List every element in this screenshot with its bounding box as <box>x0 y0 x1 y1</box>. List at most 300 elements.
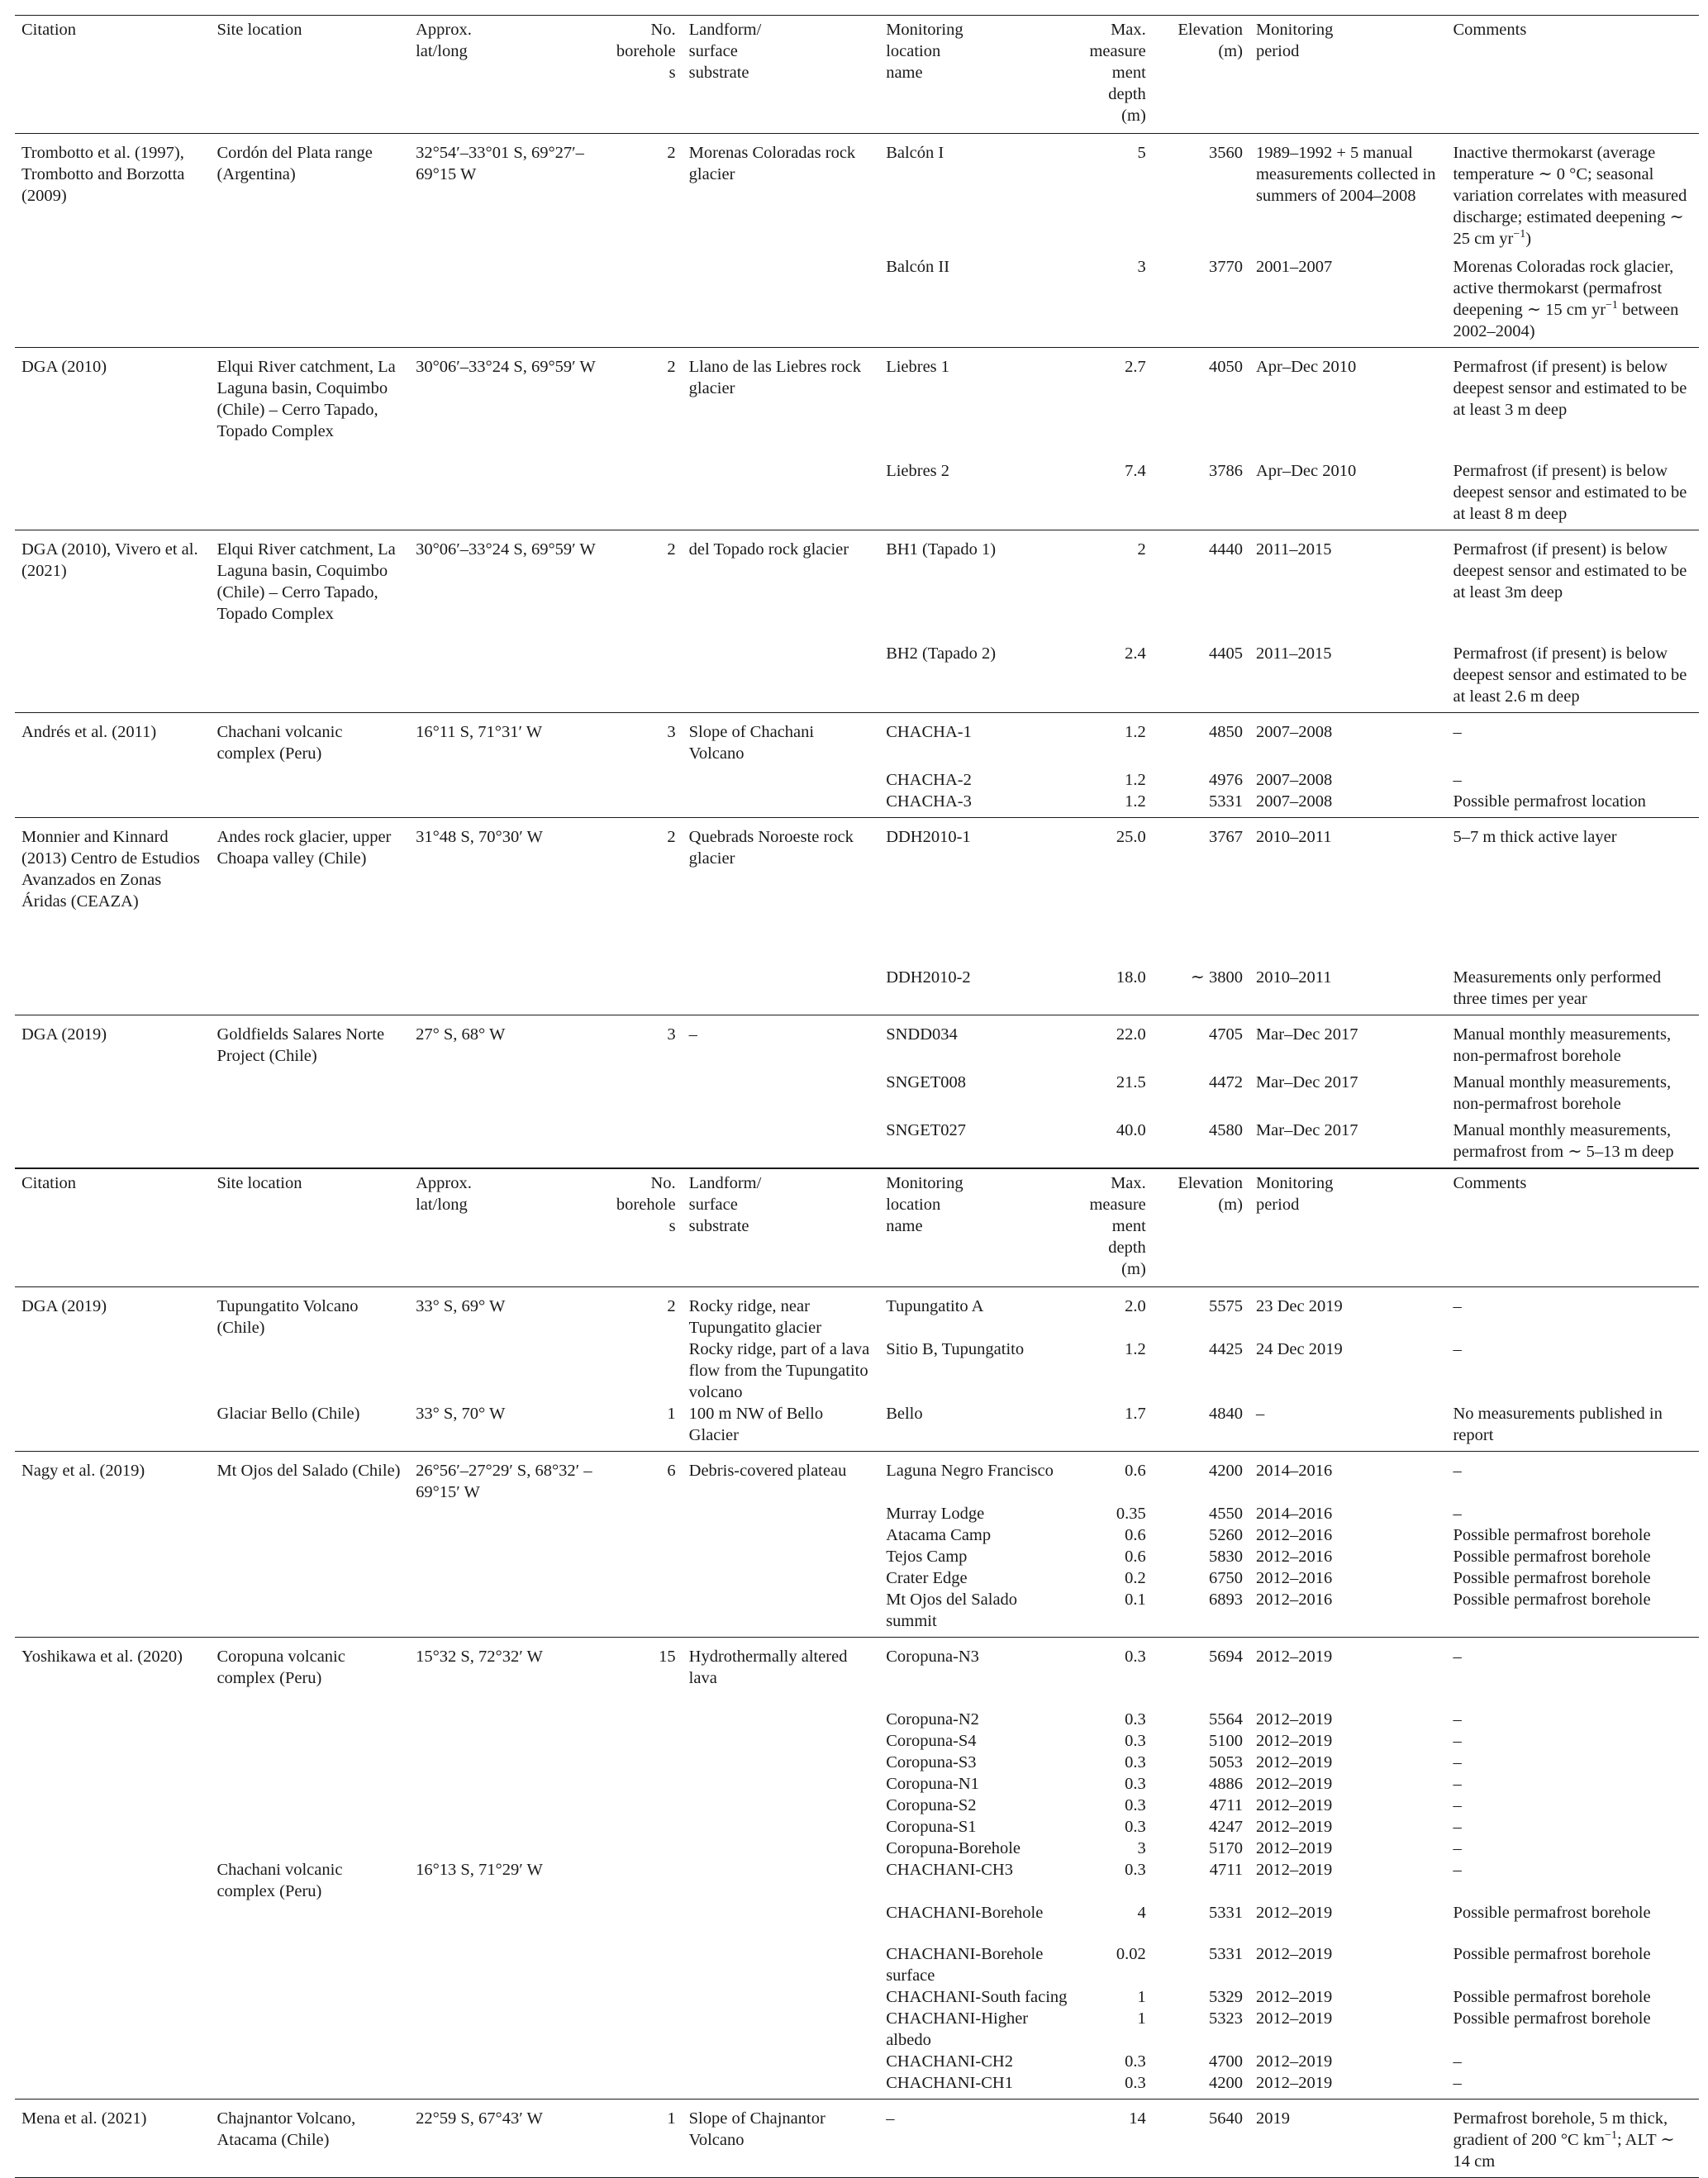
cell-site <box>210 2008 409 2051</box>
cell-citation <box>15 442 210 530</box>
cell-landform: 100 m NW of Bello Glacier <box>688 1405 824 1444</box>
cell-boreholes <box>607 442 683 530</box>
cell-boreholes: 2 <box>667 828 676 846</box>
cell-site <box>210 1115 409 1168</box>
cell-comments: – <box>1453 1297 1462 1315</box>
cell-boreholes <box>607 1795 683 1816</box>
cell-landform <box>683 764 880 791</box>
cell-period: 2012–2019 <box>1255 1753 1333 1771</box>
cell-site <box>210 1902 409 1924</box>
cell-landform <box>683 791 880 818</box>
cell-citation: DGA (2019) <box>21 1025 107 1044</box>
cell-latlong <box>409 1752 607 1773</box>
cell-landform <box>683 2008 880 2051</box>
cell-period: 2012–2016 <box>1255 1526 1333 1544</box>
table-row <box>15 1287 1699 1339</box>
cell-latlong <box>409 625 607 713</box>
column-header-boreholes: No. boreholes <box>616 21 676 82</box>
cell-boreholes <box>607 1902 683 1924</box>
cell-comments: Morenas Coloradas rock glacier, active thermokarst (permafrost deepening ∼ 15 cm $yr^{-1}$ between 2002–2004) <box>1453 258 1679 340</box>
cell-citation <box>15 764 210 791</box>
cell-period: 2012–2019 <box>1255 2009 1333 2028</box>
table-row <box>15 250 1699 348</box>
cell-latlong: 33° S, 70° W <box>416 1405 506 1423</box>
cell-elev: 5575 <box>1208 1297 1243 1315</box>
table-row <box>15 2072 1699 2100</box>
cell-period: Mar–Dec 2017 <box>1255 1025 1358 1044</box>
cell-citation <box>15 1924 210 1986</box>
cell-period: 1989–1992 + 5 manual measurements collected in summers of 2004–2008 <box>1255 144 1436 205</box>
table-row <box>15 2100 1699 2178</box>
cell-site <box>210 1067 409 1115</box>
cell-citation: Monnier and Kinnard (2013) Centro de Estudios Avanzados en Zonas Áridas (CEAZA) <box>21 828 200 911</box>
cell-elev: 6893 <box>1208 1591 1243 1609</box>
cell-landform <box>683 912 880 1015</box>
cell-boreholes <box>607 1589 683 1638</box>
cell-boreholes <box>607 1567 683 1589</box>
table-row <box>15 912 1699 1015</box>
cell-depth: 0.3 <box>1125 1648 1146 1666</box>
cell-depth: 0.6 <box>1125 1462 1146 1480</box>
cell-boreholes <box>607 1339 683 1403</box>
cell-depth: 1.2 <box>1125 1340 1146 1358</box>
cell-depth: 40.0 <box>1116 1121 1146 1139</box>
borehole-table-part-1 <box>15 15 1699 1168</box>
table-row <box>15 764 1699 791</box>
cell-latlong <box>409 2072 607 2100</box>
cell-site: Glaciar Bello (Chile) <box>216 1405 360 1423</box>
cell-citation <box>15 1403 210 1452</box>
cell-elev: 5331 <box>1208 1945 1243 1963</box>
cell-citation <box>15 1589 210 1638</box>
table-row <box>15 2008 1699 2051</box>
cell-comments: Possible permafrost borehole <box>1453 1945 1651 1963</box>
cell-elev: 4976 <box>1208 771 1243 789</box>
cell-citation <box>15 1524 210 1546</box>
cell-comments: – <box>1453 1505 1462 1523</box>
cell-comments: Permafrost borehole, 5 m thick, gradient of 200 °C $km^{-1}$; ALT ∼ 14 cm <box>1453 2109 1675 2171</box>
cell-depth: 0.3 <box>1125 2052 1146 2071</box>
table-row <box>15 1015 1699 1068</box>
cell-period: Mar–Dec 2017 <box>1255 1073 1358 1091</box>
cell-site <box>210 1689 409 1730</box>
cell-latlong: 30°06′–33°24 S, 69°59′ W <box>416 358 596 376</box>
cell-comments: – <box>1453 1818 1462 1836</box>
table-row <box>15 1752 1699 1773</box>
cell-boreholes: 3 <box>667 723 676 741</box>
cell-citation: DGA (2010) <box>21 358 107 376</box>
cell-location: Coropuna-N1 <box>886 1775 979 1793</box>
cell-citation <box>15 2072 210 2100</box>
cell-period: 2007–2008 <box>1255 792 1333 811</box>
cell-latlong <box>409 791 607 818</box>
borehole-table-part-2 <box>15 1168 1699 2178</box>
cell-landform <box>683 1795 880 1816</box>
header-row <box>15 1169 1699 1287</box>
cell-landform <box>683 250 880 348</box>
cell-depth: 0.3 <box>1125 1818 1146 1836</box>
cell-depth: 0.02 <box>1116 1945 1146 1963</box>
cell-location: Coropuna-S4 <box>886 1732 977 1750</box>
cell-landform <box>683 1986 880 2008</box>
cell-elev: 4711 <box>1209 1861 1243 1879</box>
cell-citation <box>15 2051 210 2072</box>
cell-latlong <box>409 250 607 348</box>
table-row <box>15 1067 1699 1115</box>
cell-site <box>210 1524 409 1546</box>
cell-comments: Permafrost (if present) is below deepest sensor and estimated to be at least 8 m deep <box>1453 462 1687 523</box>
cell-depth: 0.1 <box>1125 1591 1146 1609</box>
cell-landform <box>683 442 880 530</box>
cell-landform: Slope of Chachani Volcano <box>688 723 815 763</box>
cell-landform: Llano de las Liebres rock glacier <box>688 358 861 397</box>
cell-comments: – <box>1453 1710 1462 1729</box>
cell-comments: – <box>1453 1796 1462 1814</box>
cell-landform <box>683 1689 880 1730</box>
cell-depth: 0.3 <box>1125 1732 1146 1750</box>
cell-elev: 5331 <box>1208 792 1243 811</box>
cell-latlong: 33° S, 69° W <box>416 1297 506 1315</box>
cell-site <box>210 625 409 713</box>
cell-depth: 1 <box>1137 1988 1146 2006</box>
cell-elev: 5329 <box>1208 1988 1243 2006</box>
cell-elev: 4472 <box>1208 1073 1243 1091</box>
cell-site <box>210 1816 409 1838</box>
cell-comments: Permafrost (if present) is below deepest sensor and estimated to be at least 2.6 m deep <box>1453 644 1687 706</box>
cell-site: Coropuna volcanic complex (Peru) <box>216 1648 345 1687</box>
cell-elev: 4886 <box>1208 1775 1243 1793</box>
cell-comments: – <box>1453 2052 1462 2071</box>
cell-comments: – <box>1453 723 1462 741</box>
cell-comments: Inactive thermokarst (average temperature ∼ 0 °C; seasonal variation correlates with measured discharge; estimated deepening ∼ 25 cm $yr^{-1}$) <box>1453 144 1687 248</box>
cell-site <box>210 2072 409 2100</box>
cell-latlong <box>409 1902 607 1924</box>
cell-latlong: 15°32 S, 72°32′ W <box>416 1648 543 1666</box>
cell-boreholes: 2 <box>667 144 676 162</box>
cell-elev: 4705 <box>1208 1025 1243 1044</box>
cell-location: Balcón II <box>886 258 950 276</box>
cell-latlong <box>409 764 607 791</box>
cell-site: Mt Ojos del Salado (Chile) <box>216 1462 401 1480</box>
cell-comments: Possible permafrost borehole <box>1453 1526 1651 1544</box>
column-header-location: Monitoring location name <box>886 21 963 82</box>
cell-location: CHACHANI-South facing <box>886 1988 1068 2006</box>
table-row <box>15 2051 1699 2072</box>
cell-period: 2012–2016 <box>1255 1569 1333 1587</box>
cell-period: 2007–2008 <box>1255 771 1333 789</box>
cell-location: CHACHA-3 <box>886 792 972 811</box>
cell-citation <box>15 1546 210 1567</box>
cell-elev: 4850 <box>1208 723 1243 741</box>
cell-boreholes <box>607 1546 683 1567</box>
cell-latlong: 22°59 S, 67°43′ W <box>416 2109 543 2128</box>
table-row <box>15 1567 1699 1589</box>
column-header-comments: Comments <box>1453 21 1527 39</box>
table-row <box>15 1115 1699 1168</box>
cell-citation: DGA (2010), Vivero et al. (2021) <box>21 540 198 580</box>
cell-landform <box>683 1838 880 1859</box>
cell-site <box>210 791 409 818</box>
cell-period: 23 Dec 2019 <box>1255 1297 1343 1315</box>
cell-latlong <box>409 1986 607 2008</box>
cell-latlong <box>409 442 607 530</box>
cell-comments: Possible permafrost borehole <box>1453 2009 1651 2028</box>
cell-latlong <box>409 2051 607 2072</box>
cell-latlong: 32°54′–33°01 S, 69°27′–69°15 W <box>416 144 584 183</box>
cell-site: Elqui River catchment, La Laguna basin, Coquimbo (Chile) – Cerro Tapado, Topado Complex <box>216 358 396 440</box>
cell-boreholes <box>607 1752 683 1773</box>
column-header-period: Monitoring period <box>1255 1174 1334 1214</box>
cell-comments: Manual monthly measurements, permafrost from ∼ 5–13 m deep <box>1453 1121 1674 1161</box>
table-row <box>15 1589 1699 1638</box>
cell-landform <box>683 2072 880 2100</box>
cell-site <box>210 912 409 1015</box>
cell-landform: Rocky ridge, part of a lava flow from the Tupungatito volcano <box>688 1340 870 1401</box>
cell-period: 2012–2019 <box>1255 1904 1333 1922</box>
table-row <box>15 1902 1699 1924</box>
column-header-period: Monitoring period <box>1255 21 1334 60</box>
cell-site <box>210 1730 409 1752</box>
cell-depth: 0.6 <box>1125 1526 1146 1544</box>
cell-elev: 3786 <box>1208 462 1243 480</box>
cell-depth: 1.2 <box>1125 723 1146 741</box>
cell-location: CHACHANI-CH3 <box>886 1861 1013 1879</box>
cell-boreholes: 2 <box>667 1297 676 1315</box>
cell-elev: 4200 <box>1208 1462 1243 1480</box>
cell-citation: DGA (2019) <box>21 1297 107 1315</box>
cell-site <box>210 1546 409 1567</box>
cell-comments: Manual monthly measurements, non-permafrost borehole <box>1453 1025 1672 1065</box>
cell-elev: 5323 <box>1208 2009 1243 2028</box>
cell-site <box>210 1589 409 1638</box>
cell-elev: 4700 <box>1208 2052 1243 2071</box>
cell-comments: – <box>1453 2074 1462 2092</box>
cell-period: 2010–2011 <box>1255 828 1332 846</box>
cell-boreholes <box>607 1115 683 1168</box>
cell-elev: 4550 <box>1208 1505 1243 1523</box>
cell-elev: 4050 <box>1208 358 1243 376</box>
table-row <box>15 1689 1699 1730</box>
cell-boreholes <box>607 764 683 791</box>
cell-location: Balcón I <box>886 144 944 162</box>
cell-latlong: 26°56′–27°29′ S, 68°32′ –69°15′ W <box>416 1462 592 1501</box>
cell-location: SNGET008 <box>886 1073 966 1091</box>
cell-citation <box>15 1902 210 1924</box>
cell-citation <box>15 1773 210 1795</box>
cell-site: Goldfields Salares Norte Project (Chile) <box>216 1025 385 1065</box>
cell-location: SNGET027 <box>886 1121 966 1139</box>
cell-citation <box>15 1730 210 1752</box>
cell-depth: 1.7 <box>1125 1405 1146 1423</box>
cell-site: Chajnantor Volcano, Atacama (Chile) <box>216 2109 356 2149</box>
cell-comments: No measurements published in report <box>1453 1405 1663 1444</box>
cell-citation: Mena et al. (2021) <box>21 2109 147 2128</box>
table-row <box>15 442 1699 530</box>
cell-depth: 7.4 <box>1125 462 1146 480</box>
cell-location: CHACHANI-CH1 <box>886 2074 1013 2092</box>
cell-depth: 0.3 <box>1125 1796 1146 1814</box>
cell-latlong: 16°11 S, 71°31′ W <box>416 723 543 741</box>
cell-location: CHACHA-1 <box>886 723 972 741</box>
cell-boreholes: 1 <box>667 2109 676 2128</box>
cell-boreholes <box>607 1503 683 1524</box>
table-row <box>15 791 1699 818</box>
cell-depth: 0.6 <box>1125 1548 1146 1566</box>
cell-landform <box>683 1859 880 1902</box>
cell-citation <box>15 2008 210 2051</box>
cell-comments: Manual monthly measurements, non-permafrost borehole <box>1453 1073 1672 1113</box>
cell-latlong <box>409 1546 607 1567</box>
cell-elev: 5100 <box>1208 1732 1243 1750</box>
cell-boreholes <box>607 625 683 713</box>
table-row <box>15 348 1699 443</box>
cell-boreholes: 1 <box>667 1405 676 1423</box>
cell-comments: – <box>1453 1753 1462 1771</box>
cell-boreholes <box>607 1816 683 1838</box>
cell-site <box>210 2051 409 2072</box>
table-row <box>15 1986 1699 2008</box>
cell-boreholes <box>607 2008 683 2051</box>
cell-depth: 25.0 <box>1116 828 1146 846</box>
cell-landform <box>683 1924 880 1986</box>
cell-comments: Possible permafrost borehole <box>1453 1988 1651 2006</box>
cell-location: Murray Lodge <box>886 1505 985 1523</box>
cell-latlong <box>409 1115 607 1168</box>
cell-depth: 2 <box>1137 540 1146 559</box>
cell-citation <box>15 1503 210 1524</box>
table-row <box>15 1795 1699 1816</box>
cell-elev: 4405 <box>1208 644 1243 663</box>
cell-location: BH1 (Tapado 1) <box>886 540 997 559</box>
cell-citation <box>15 1752 210 1773</box>
cell-landform <box>683 1115 880 1168</box>
cell-period: 2012–2019 <box>1255 1988 1333 2006</box>
column-header-landform: Landform/ surface substrate <box>688 1174 762 1235</box>
cell-elev: 5053 <box>1208 1753 1243 1771</box>
cell-citation <box>15 1838 210 1859</box>
cell-site <box>210 1795 409 1816</box>
cell-location: Tupungatito A <box>886 1297 984 1315</box>
cell-period: 2012–2019 <box>1255 1839 1333 1857</box>
cell-elev: 5830 <box>1208 1548 1243 1566</box>
cell-elev: 4711 <box>1209 1796 1243 1814</box>
cell-elev: 3770 <box>1208 258 1243 276</box>
cell-landform <box>683 1546 880 1567</box>
cell-boreholes <box>607 1986 683 2008</box>
cell-site <box>210 1752 409 1773</box>
cell-citation: Yoshikawa et al. (2020) <box>21 1648 183 1666</box>
cell-comments: – <box>1453 1732 1462 1750</box>
cell-boreholes <box>607 1924 683 1986</box>
cell-latlong <box>409 1503 607 1524</box>
cell-period: 2014–2016 <box>1255 1462 1333 1480</box>
cell-landform <box>683 1503 880 1524</box>
cell-boreholes <box>607 1730 683 1752</box>
cell-site: Elqui River catchment, La Laguna basin, Coquimbo (Chile) – Cerro Tapado, Topado Complex <box>216 540 396 623</box>
cell-citation: Andrés et al. (2011) <box>21 723 157 741</box>
column-header-landform: Landform/ surface substrate <box>688 21 762 82</box>
table-row <box>15 1638 1699 1690</box>
cell-comments: Permafrost (if present) is below deepest sensor and estimated to be at least 3 m deep <box>1453 358 1687 419</box>
cell-period: 24 Dec 2019 <box>1255 1340 1343 1358</box>
column-header-boreholes: No. boreholes <box>616 1174 676 1235</box>
table-row <box>15 1924 1699 1986</box>
cell-period: – <box>1255 1405 1265 1423</box>
cell-site <box>210 1838 409 1859</box>
cell-period: 2011–2015 <box>1255 644 1332 663</box>
cell-location: – <box>886 2109 895 2128</box>
cell-location: CHACHANI-Higher albedo <box>886 2009 1029 2049</box>
cell-boreholes: 15 <box>659 1648 676 1666</box>
cell-comments: – <box>1453 1340 1462 1358</box>
cell-depth: 21.5 <box>1116 1073 1146 1091</box>
cell-boreholes <box>607 791 683 818</box>
cell-comments: Possible permafrost borehole <box>1453 1591 1651 1609</box>
cell-boreholes: 3 <box>667 1025 676 1044</box>
cell-citation <box>15 625 210 713</box>
cell-period: 2007–2008 <box>1255 723 1333 741</box>
cell-comments: 5–7 m thick active layer <box>1453 828 1617 846</box>
cell-landform <box>683 1567 880 1589</box>
cell-depth: 22.0 <box>1116 1025 1146 1044</box>
cell-landform <box>683 1902 880 1924</box>
cell-depth: 1.2 <box>1125 792 1146 811</box>
cell-depth: 3 <box>1137 1839 1146 1857</box>
cell-depth: 18.0 <box>1116 968 1146 987</box>
cell-landform <box>683 2051 880 2072</box>
cell-period: 2012–2019 <box>1255 1796 1333 1814</box>
cell-landform: Quebrads Noroeste rock glacier <box>688 828 854 868</box>
cell-period: 2012–2019 <box>1255 1775 1333 1793</box>
cell-site <box>210 1986 409 2008</box>
cell-period: 2012–2019 <box>1255 1818 1333 1836</box>
cell-location: Tejos Camp <box>886 1548 968 1566</box>
cell-period: 2012–2019 <box>1255 2052 1333 2071</box>
cell-comments: Possible permafrost location <box>1453 792 1646 811</box>
cell-depth: 5 <box>1137 144 1146 162</box>
table-row <box>15 1524 1699 1546</box>
cell-location: DDH2010-2 <box>886 968 971 987</box>
cell-period: 2012–2016 <box>1255 1548 1333 1566</box>
cell-citation <box>15 1859 210 1902</box>
cell-boreholes <box>607 912 683 1015</box>
cell-period: 2012–2019 <box>1255 2074 1333 2092</box>
cell-site: Andes rock glacier, upper Choapa valley (Chile) <box>216 828 392 868</box>
cell-citation <box>15 1339 210 1403</box>
cell-latlong <box>409 1838 607 1859</box>
column-header-citation: Citation <box>21 1174 77 1192</box>
cell-latlong <box>409 1795 607 1816</box>
table-row <box>15 1503 1699 1524</box>
cell-period: 2012–2019 <box>1255 1648 1333 1666</box>
cell-depth: 0.35 <box>1116 1505 1146 1523</box>
cell-location: Coropuna-S3 <box>886 1753 977 1771</box>
cell-boreholes <box>607 1689 683 1730</box>
cell-depth: 14 <box>1129 2109 1146 2128</box>
column-header-comments: Comments <box>1453 1174 1527 1192</box>
cell-latlong: 16°13 S, 71°29′ W <box>416 1861 543 1879</box>
cell-citation: Nagy et al. (2019) <box>21 1462 145 1480</box>
column-header-site: Site location <box>216 1174 302 1192</box>
table-row <box>15 1452 1699 1504</box>
cell-boreholes: 2 <box>667 358 676 376</box>
cell-citation <box>15 1067 210 1115</box>
cell-elev: 4425 <box>1208 1340 1243 1358</box>
table-row <box>15 1773 1699 1795</box>
cell-boreholes <box>607 1067 683 1115</box>
table-row <box>15 134 1699 250</box>
table-row <box>15 1859 1699 1902</box>
